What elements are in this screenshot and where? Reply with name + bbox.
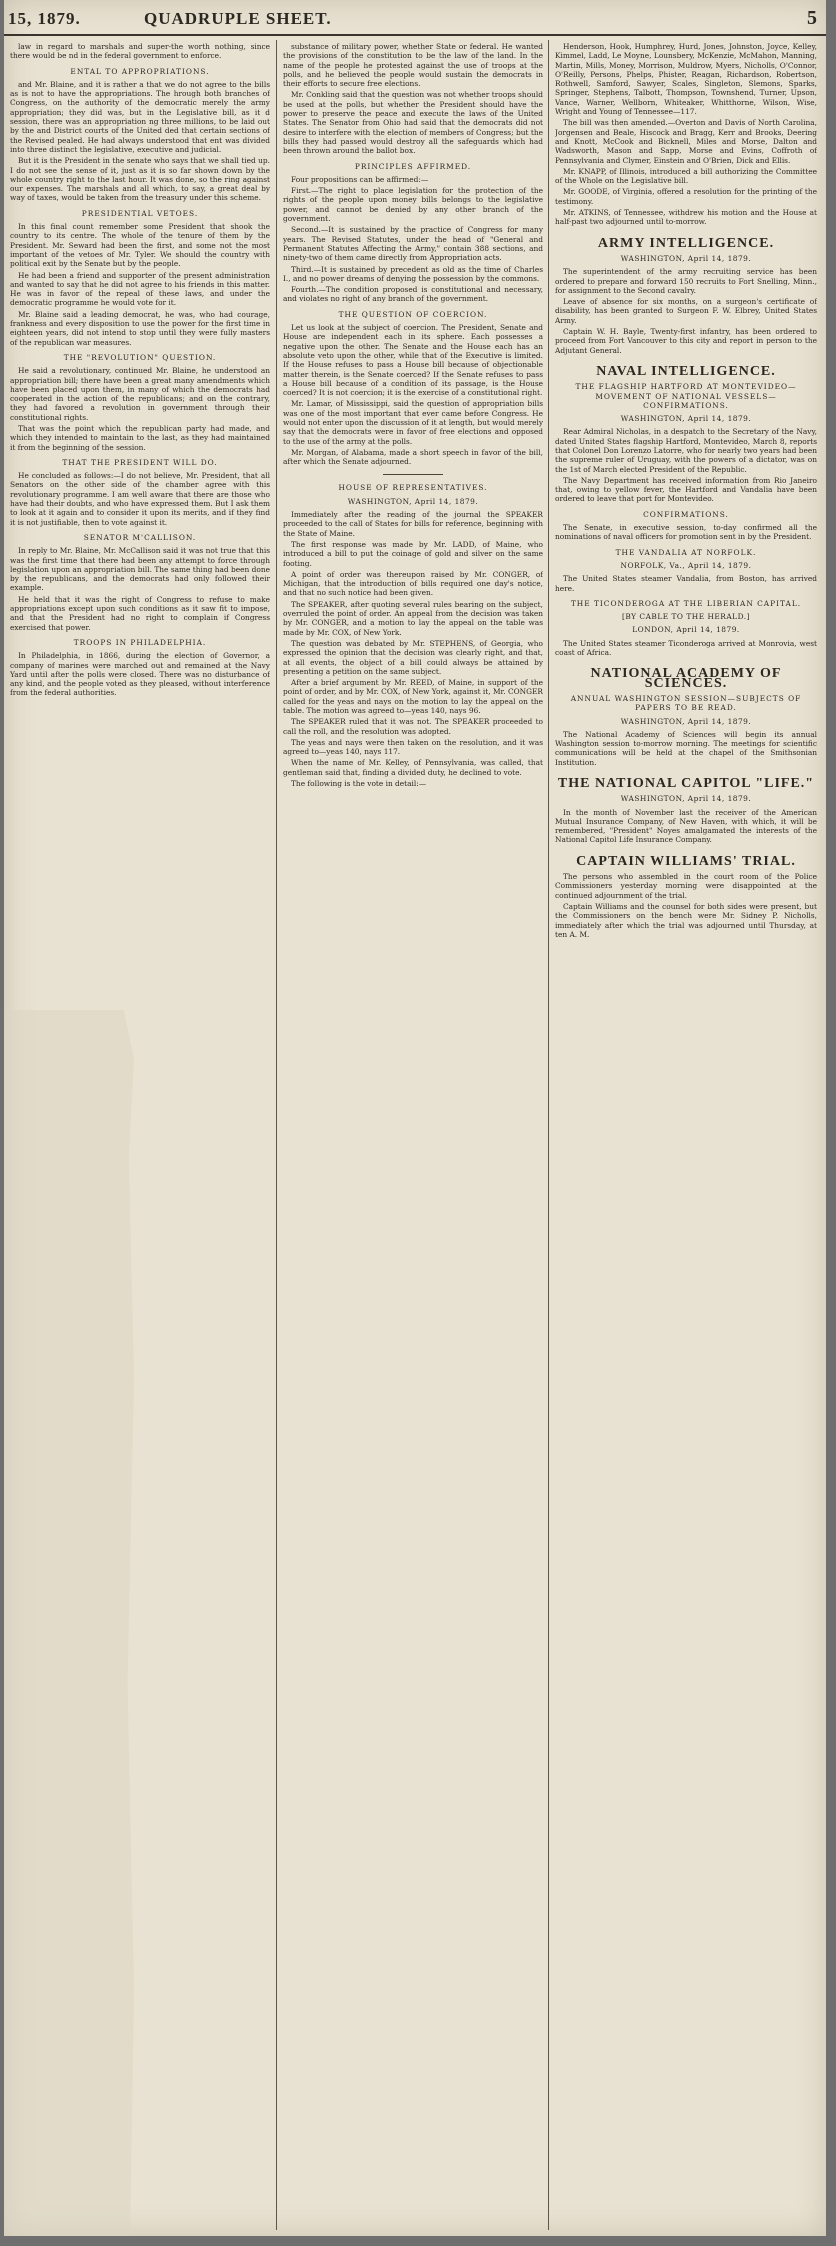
paragraph: law in regard to marshals and super-the worth nothing, since there would be nd in the federal government to enforce. <box>10 42 270 61</box>
paragraph: In this final count remember some President that shook the country to its centre. The whole of the tenure of them by the President. Mr. Seward had been the first, and some not the most important of the vetoes of Mr. Tyler. We should the country with political exit by the Senate but by the people. <box>10 222 270 269</box>
paragraph: The first response was made by Mr. LADD, of Maine, who introduced a bill to put the coinage of gold and silver on the same footing. <box>283 539 543 568</box>
paragraph: In Philadelphia, in 1866, during the election of Governor, a company of marines were marched out and remained at the Navy Yard until after the polls were closed. There was no disturbance of any kind, and the people voted as they pleased, without interference from the federal authorities. <box>10 651 270 698</box>
dateline: [BY CABLE TO THE HERALD.] <box>622 612 750 622</box>
divider <box>383 474 443 475</box>
section-heading: THE NATIONAL CAPITOL "LIFE." <box>557 776 815 791</box>
column-rule <box>276 40 277 2230</box>
column-3 <box>555 42 817 2227</box>
paragraph: The persons who assembled in the court room of the Police Commissioners yesterday morning were disappointed at the continued adjournment of the trial. <box>555 872 817 900</box>
subheading: THE QUESTION OF COERCION. <box>338 309 488 319</box>
column-2 <box>283 42 543 2227</box>
subheading: THE TICONDEROGA AT THE LIBERIAN CAPITAL. <box>570 598 802 608</box>
subheading: CONFIRMATIONS. <box>643 509 729 519</box>
dateline: WASHINGTON, April 14, 1879. <box>347 496 479 506</box>
masthead <box>4 0 826 36</box>
dateline: WASHINGTON, April 14, 1879. <box>620 253 752 263</box>
paragraph: substance of military power, whether State or federal. He wanted the provisions of the constitution to be the law of the land. In the name of the people he protested against the use of troops at the polls, and he believed the people would sustain the democrats in their efforts to secure free elections. <box>283 42 543 89</box>
paragraph: Second.—It is sustained by the practice of Congress for many years. The Revised Statutes, under the head of "General and Permanent Statutes Affecting the Army," contain 388 sections, and ninety-two of them came directly from Appropriation acts. <box>283 225 543 263</box>
paragraph: Mr. ATKINS, of Tennessee, withdrew his motion and the House at half-past two adjourned until to-morrow. <box>555 208 817 227</box>
subheading: SENATOR M'CALLISON. <box>83 532 197 542</box>
paragraph: The United States steamer Vandalia, from Boston, has arrived here. <box>555 574 817 593</box>
issue-date: 15, 1879. <box>8 9 81 28</box>
paragraph: and Mr. Blaine, and it is rather a that we do not agree to the bills as is not to have the appropriations. The hrough both branches of Congress, on the authority of the democratic merely the army appropriation; they did was, but in the Legislative bill, as it d session, there was an appropriation ng three millions, to be laid out by the and District courts of the United ded that certain sections of the Revised pealed. He had always understood that ent was divided into three distinct the legislative, executive and judicial. <box>10 79 270 154</box>
section-heading: HOUSE OF REPRESENTATIVES. <box>338 483 488 493</box>
paragraph: Mr. Lamar, of Mississippi, said the question of appropriation bills was one of the most important that ever came before Congress. He would not enter upon the discussion of it at length, but would merely say that the democrats were in favor of free elections and opposed to the use of the army at the polls. <box>283 399 543 446</box>
paragraph: Mr. Blaine said a leading democrat, he was, who had courage, frankness and every disposition to use the power for the first time in eighteen years, did not intend to stop until they were fully masters of the republican war measures. <box>10 309 270 347</box>
paragraph: The SPEAKER ruled that it was not. The SPEAKER proceeded to call the roll, and the resolution was adopted. <box>283 717 543 736</box>
paragraph: Fourth.—The condition proposed is constitutional and necessary, and violates no right of any branch of the government. <box>283 285 543 304</box>
paragraph: The SPEAKER, after quoting several rules bearing on the subject, overruled the point of order. An appeal from the decision was taken by Mr. CONGER, and a motion to lay the appeal on the table was made by Mr. COX, of New York. <box>283 599 543 637</box>
newspaper-page <box>4 0 826 2236</box>
paragraph: When the name of Mr. Kelley, of Pennsylvania, was called, that gentleman said that, finding a divided duty, he declined to vote. <box>283 758 543 777</box>
paragraph: In the month of November last the receiver of the American Mutual Insurance Company, of New Haven, with which, it will be remembered, "President" Noyes amalgamated the interests of the National Capitol Life Insurance Company. <box>555 807 817 845</box>
paragraph: Captain Williams and the counsel for both sides were present, but the Commissioners on the bench were Mr. Sidney P. Nicholls, immediately after which the trial was adjourned until Thursday, at ten A. M. <box>555 901 817 939</box>
subheading: TROOPS IN PHILADELPHIA. <box>73 637 207 647</box>
paragraph: Mr. KNAPP, of Illinois, introduced a bill authorizing the Committee of the Whole on the Legislative bill. <box>555 166 817 186</box>
section-heading: NATIONAL ACADEMY OF SCIENCES. <box>590 666 782 691</box>
paragraph: Leave of absence for six months, on a surgeon's certificate of disability, has been granted to Surgeon F. W. Elbrey, United States Army. <box>555 297 817 325</box>
subheading: THE VANDALIA AT NORFOLK. <box>615 547 757 557</box>
paragraph: Rear Admiral Nicholas, in a despatch to the Secretary of the Navy, dated United States flagship Hartford, Montevideo, March 8, reports that Colonel Don Lorenzo Latorre, who for nearly two years had been the supreme ruler of Uruguay, with the powers of a dictator, was on the 1st of March elected President of the Republic. <box>555 427 817 474</box>
dateline: WASHINGTON, April 14, 1879. <box>620 414 752 424</box>
dateline: LONDON, April 14, 1879. <box>632 625 740 635</box>
torn-paper-edge <box>4 1010 134 2236</box>
paragraph: He said a revolutionary, continued Mr. Blaine, he understood an appropriation bill; there have been a great many amendments which have been placed upon them, in many of which the democrats had cooperated in the action of the republicans; and on the contrary, they had favored a revolution in government through their constitutional rights. <box>10 366 270 422</box>
subheading: PRINCIPLES AFFIRMED. <box>354 161 472 171</box>
paragraph: Mr. Morgan, of Alabama, made a short speech in favor of the bill, after which the Senate adjourned. <box>283 447 543 467</box>
section-heading: CAPTAIN WILLIAMS' TRIAL. <box>576 853 796 869</box>
paragraph: But it is the President in the senate who says that we shall tied up. I do not see the sense of it, just as it is so far shown down by the whole country right to the last hour. It was done, so the ring against our expenses. The marshals and all which, to say, a great deal by way of taxes, would be taken from the treasury under this scheme. <box>10 156 270 203</box>
paragraph: Captain W. H. Bayle, Twenty-first infantry, has been ordered to proceed from Fort Vancouver to this city and report in person to the Adjutant General. <box>555 327 817 355</box>
dateline: WASHINGTON, April 14, 1879. <box>620 716 752 726</box>
paragraph: The National Academy of Sciences will begin its annual Washington session to-morrow morning. The meetings for scientific communications will be held at the chapel of the Smithsonian Institution. <box>555 729 817 767</box>
sheet-title: QUADRUPLE SHEET. <box>144 9 332 28</box>
paragraph: He held that it was the right of Congress to refuse to make appropriations except upon such conditions as it saw fit to impose, and that the President had no right to complain if Congress exercised that power. <box>10 594 270 632</box>
subheading: THE FLAGSHIP HARTFORD AT MONTEVIDEO—MOVEMENT OF NATIONAL VESSELS—CONFIRMATIONS. <box>575 382 797 410</box>
paragraph: Let us look at the subject of coercion. The President, Senate and House are independent each in its sphere. Each possesses a negative upon the other. The Senate and the House each has an absolute veto upon the other, while that of the Executive is limited. If the House refuses to pass a House bill because of objectionable matter therein, is the Senate coerced? If the Senate refuses to pass a House bill because of a condition of its passage, is the House coerced? It is not coercion; it is the exercise of a constitutional right. <box>283 323 543 398</box>
subheading: PRESIDENTIAL VETOES. <box>81 208 199 218</box>
section-heading: NAVAL INTELLIGENCE. <box>596 363 776 379</box>
column-rule <box>548 40 549 2230</box>
paragraph: Mr. GOODE, of Virginia, offered a resolution for the printing of the testimony. <box>555 187 817 206</box>
paragraph: The superintendent of the army recruiting service has been ordered to prepare and forward 150 recruits to Fort Snelling, Minn., for assignment to the Second cavalry. <box>555 267 817 295</box>
paragraph: The bill was then amended.—Overton and Davis of North Carolina, Jorgensen and Beale, Hiscock and Bragg, Kerr and Brooks, Deering and Knott, McCook and Bicknell, Miles and Morse, Dalton and Wadsworth, Mason and Sapp, Morse and Evins, Coffroth of Pennsylvania and Clymer, Einstein and O'Brien, Dick and Ellis. <box>555 118 817 165</box>
dateline: WASHINGTON, April 14, 1879. <box>620 794 752 804</box>
paragraph: The yeas and nays were then taken on the resolution, and it was agreed to—yeas 140, nays 117. <box>283 737 543 757</box>
paragraph: Immediately after the reading of the journal the SPEAKER proceeded to the call of States for bills for reference, beginning with the State of Maine. <box>283 510 543 538</box>
section-heading: ARMY INTELLIGENCE. <box>597 235 775 251</box>
dateline: NORFOLK, Va., April 14, 1879. <box>620 560 752 570</box>
paragraph: Henderson, Hook, Humphrey, Hurd, Jones, Johnston, Joyce, Kelley, Kimmel, Ladd, Le Moyne, Lounsbery, McKenzie, McMahon, Manning, Martin, Mills, Money, Morrison, Muldrow, Myers, Nicholls, O'Connor, O'Reilly, Persons, Phelps, Phister, Reagan, Richardson, Robertson, Rothwell, Samford, Sawyer, Scales, Singleton, Slemons, Sparks, Springer, Stephens, Talbott, Thompson, Townshend, Turner, Upson, Vance, Warner, Wellborn, Whiteaker, Whitthorne, Wilson, Wise, Wright and Young of Tennessee—117. <box>555 42 817 117</box>
paragraph: Mr. Conkling said that the question was not whether troops should be used at the polls, but whether the President should have the power to preserve the peace and execute the laws of the United States. The Senator from Ohio had said that the democrats did not desire to interfere with the election of members of Congress; but the bills they had passed would destroy all the safeguards which had been thrown around the ballot box. <box>283 90 543 156</box>
paragraph: In reply to Mr. Blaine, Mr. McCallison said it was not true that this was the first time that there had been any attempt to force through legislation upon an appropriation bill. The same thing had been done by the republicans, and the democrats had only followed their example. <box>10 546 270 593</box>
paragraph: After a brief argument by Mr. REED, of Maine, in support of the point of order, and by Mr. COX, of New York, against it, Mr. CONGER called for the yeas and nays on the motion to lay the appeal on the table. The motion was agreed to—yeas 140, nays 96. <box>283 678 543 715</box>
paragraph: First.—The right to place legislation for the protection of the rights of the people upon money bills belongs to the legislative power, and cannot be denied by any other branch of the government. <box>283 186 543 224</box>
subheading: THAT THE PRESIDENT WILL DO. <box>62 457 218 467</box>
subheading: ENTAL TO APPROPRIATIONS. <box>70 66 210 76</box>
subheading: ANNUAL WASHINGTON SESSION—SUBJECTS OF PAPERS TO BE READ. <box>570 693 802 713</box>
paragraph: The United States steamer Ticonderoga arrived at Monrovia, west coast of Africa. <box>555 638 817 658</box>
paragraph: Third.—It is sustained by precedent as old as the time of Charles I., and no power dreams of denying the possession by the commons. <box>283 264 543 283</box>
paragraph: Four propositions can be affirmed:— <box>291 174 429 184</box>
subheading: THE "REVOLUTION" QUESTION. <box>63 352 217 362</box>
page-number: 5 <box>807 7 818 29</box>
paragraph: The question was debated by Mr. STEPHENS, of Georgia, who expressed the opinion that the decision was clearly right, and that, at all events, the object of a bill could always be attained by presenting a petition on the same subject. <box>283 638 543 676</box>
paragraph: He had been a friend and supporter of the present administration and wanted to say that he did not agree to his friends in this matter. He was in favor of the repeal of these laws, and under the democratic programme he would vote for it. <box>10 270 270 308</box>
paragraph: The following is the vote in detail:— <box>291 779 427 789</box>
paragraph: A point of order was thereupon raised by Mr. CONGER, of Michigan, that the introduction of bills required one day's notice, and that no such notice had been given. <box>283 569 543 598</box>
paragraph: He concluded as follows:—I do not believe, Mr. President, that all Senators on the other side of the chamber agree with this revolutionary programme. I am well aware that there are those who have had their doubts, and who have expressed them. But I ask them to look at it again and to consider it upon its merits, and if they find it is not justifiable, then to vote against it. <box>10 471 270 527</box>
paragraph: That was the point which the republican party had made, and which they intended to maintain to the last, as they had maintained it from the beginning of the session. <box>10 423 270 452</box>
paragraph: The Navy Department has received information from Rio Janeiro that, owing to yellow fever, the Hartford and Vandalia have been ordered to leave that port for Montevideo. <box>555 475 817 504</box>
paragraph: The Senate, in executive session, to-day confirmed all the nominations of naval officers for promotion sent in by the President. <box>555 523 817 542</box>
